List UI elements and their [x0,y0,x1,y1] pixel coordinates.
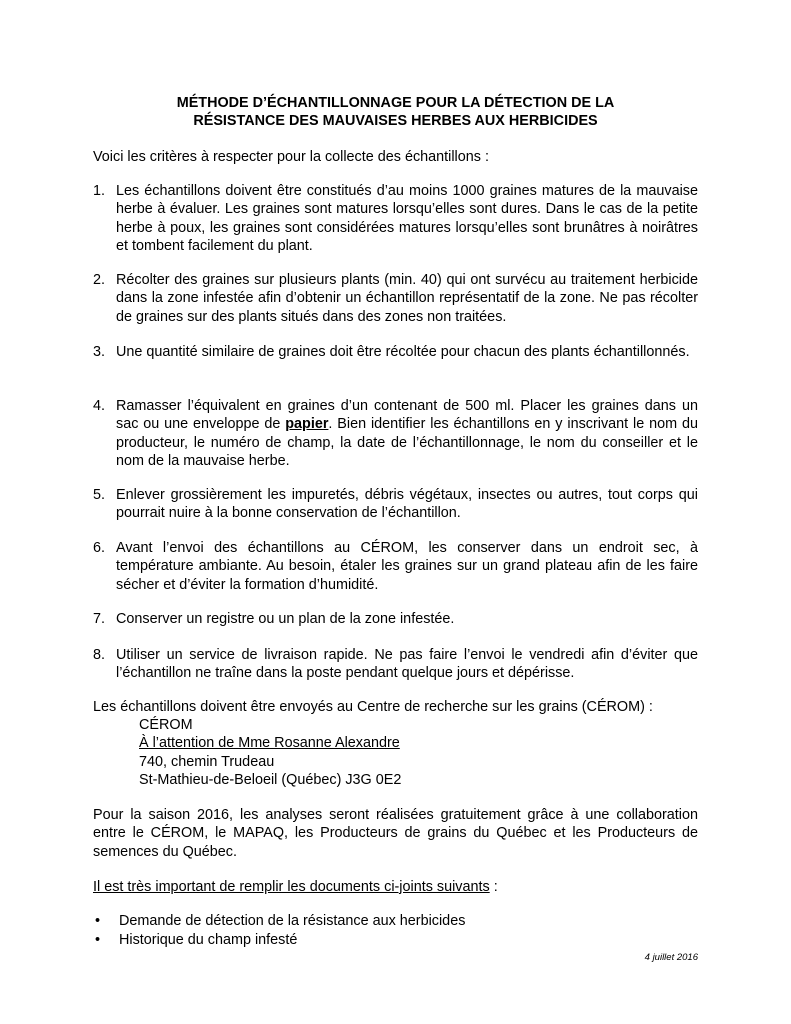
item-text-part: Ramasser l’équivalent en graines d’un contenant de 500 ml. Placer les graines dans un sac ou une enveloppe de [116,398,698,433]
item-number: 7. [93,611,106,627]
document-date: 4 juillet 2016 [644,952,698,963]
item-number: 6. [93,540,106,556]
item-text [116,397,698,471]
list-item [93,931,698,950]
item-text: Les échantillons doivent être constitués d’au moins 1000 graines matures de la mauvaise herbe à évaluer. Les graines sont matures lorsqu’elles sont dures. Dans le cas de la petite herbe à poux, les graines sont considérées matures lorsqu’elles sont brunâtres à noirâtres et tombent facilement du plant. [116,183,698,255]
address-line-4: St-Mathieu-de-Beloeil (Québec) J3G 0E2 [139,772,402,789]
list-item [93,397,698,471]
list-item [93,271,698,326]
item-text: Avant l’envoi des échantillons au CÉROM, les conserver dans un endroit sec, à température ambiante. Au besoin, étaler les graines sur un grand plateau afin de les faire sécher et d’éviter la formation d’humidité. [116,540,698,593]
documents-list [93,912,698,950]
item-text: Conserver un registre ou un plan de la zone infestée. [116,611,455,627]
docs-heading [93,878,698,896]
send-intro: Les échantillons doivent être envoyés au Centre de recherche sur les grains (CÉROM) : [93,699,653,715]
item-number: 5. [93,487,106,503]
item-text-part: . Bien identifier les échantillons en y inscrivant le nom du producteur, le numéro de champ, la date de l’échantillonnage, le nom du conseiller et le nom de la mauvaise herbe. [116,416,698,470]
title-line-1: MÉTHODE D’ÉCHANTILLONNAGE POUR LA DÉTECTION DE LA [176,95,615,111]
docs-heading-suffix: : [489,879,498,895]
item-text: Une quantité similaire de graines doit être récoltée pour chacun des plants échantillonnés. [116,344,690,360]
bullet-icon: • [95,913,101,929]
item-text: Enlever grossièrement les impuretés, débris végétaux, insectes ou autres, tout corps qui pourrait nuire à la bonne conservation de l’échantillon. [116,487,698,522]
document-title [93,94,698,130]
list-item [93,539,698,594]
address-line-3: 740, chemin Trudeau [139,753,275,770]
intro-text: Voici les critères à respecter pour la collecte des échantillons : [93,149,489,165]
list-item [93,646,698,683]
list-item [93,182,698,256]
list-item [93,486,698,523]
document-name: Historique du champ infesté [119,932,298,948]
item-text: Récolter des graines sur plusieurs plants (min. 40) qui ont survécu au traitement herbicide dans la zone infestée afin d’obtenir un échantillon représentatif de la zone. Ne pas récolter de graines sur des plants situés dans des zones non traitées. [116,272,698,325]
bullet-icon: • [95,932,101,948]
season-note: Pour la saison 2016, les analyses seront réalisées gratuitement grâce à une collaboration entre le CÉROM, le MAPAQ, les Producteurs de grains du Québec et les Producteurs de semences du Québec. [93,807,698,860]
title-line-2: RÉSISTANCE DES MAUVAISES HERBES AUX HERBICIDES [193,113,598,129]
item-text: Utiliser un service de livraison rapide. Ne pas faire l’envoi le vendredi afin d’éviter que l’échantillon ne traîne dans la poste pendant quelque jours et dépérisse. [116,647,698,682]
item-number: 4. [93,398,106,414]
emphasis-paper: papier [285,416,329,433]
mailing-address [139,716,401,790]
item-number: 3. [93,344,106,360]
item-number: 8. [93,647,106,663]
document-name: Demande de détection de la résistance aux herbicides [119,913,466,929]
list-item [93,610,698,628]
address-line-2: À l’attention de Mme Rosanne Alexandre [139,735,400,752]
list-item [93,343,698,361]
item-number: 2. [93,272,106,288]
docs-heading-text: Il est très important de remplir les documents ci-joints suivants [93,879,490,895]
item-number: 1. [93,183,106,199]
list-item [93,912,698,931]
address-line-1: CÉROM [139,717,193,733]
